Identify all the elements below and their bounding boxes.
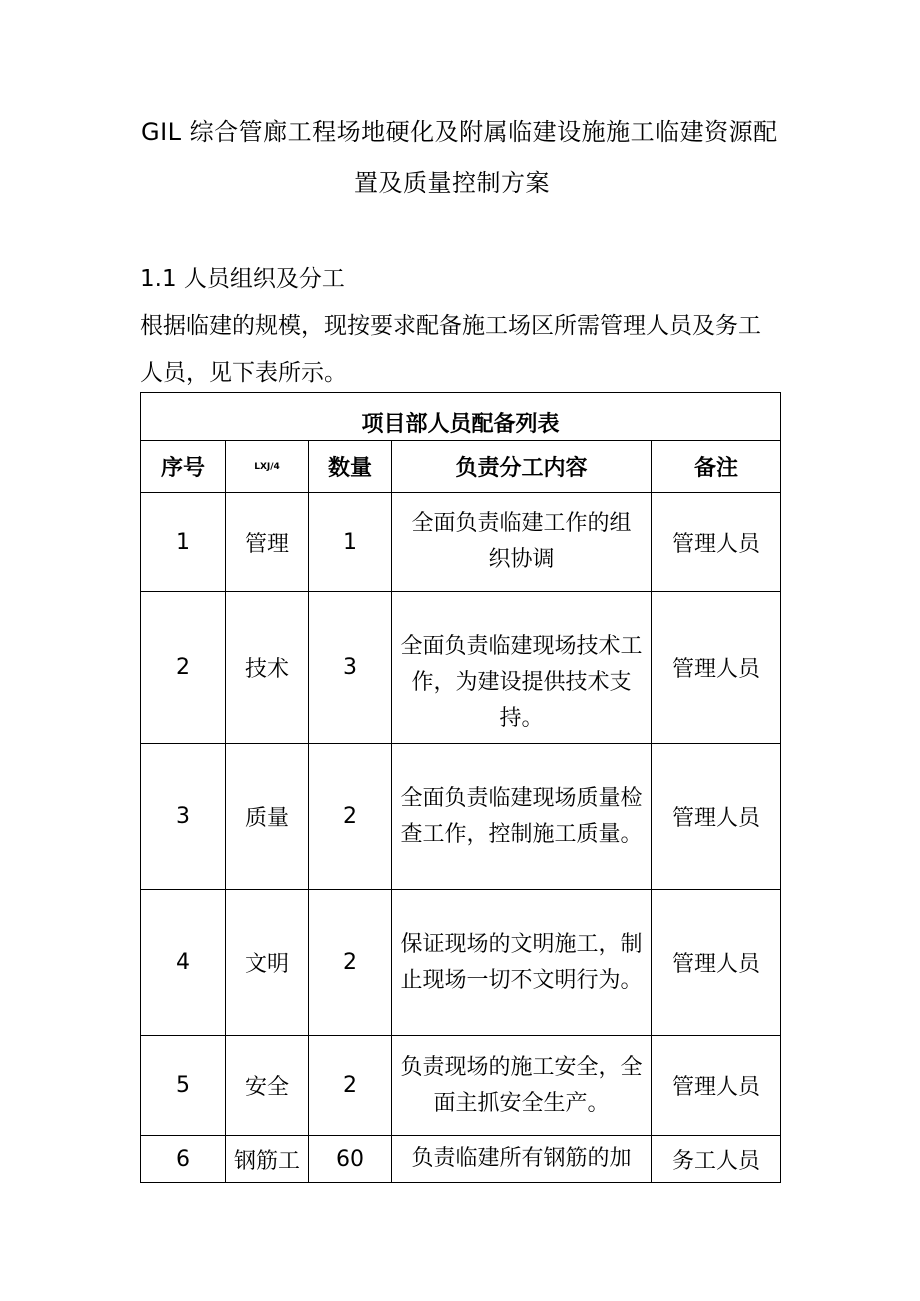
cell-duty — [392, 592, 652, 744]
cell-seq: 4 — [141, 890, 226, 1036]
cell-duty-line-2: 作，为建设提供技术支持。 — [411, 670, 632, 731]
table-row — [141, 1036, 781, 1136]
cell-seq: 6 — [141, 1136, 226, 1183]
cell-seq: 1 — [141, 493, 226, 592]
table-row — [141, 890, 781, 1036]
header-count: 数量 — [309, 441, 392, 493]
cell-note: 管理人员 — [652, 744, 781, 890]
table-row — [141, 592, 781, 744]
cell-duty-line-2: 止现场一切不文明行为。 — [400, 967, 643, 993]
table-header-row — [141, 441, 781, 493]
cell-note: 管理人员 — [652, 493, 781, 592]
section-heading: 1.1 人员组织及分工 — [140, 266, 345, 292]
table-row — [141, 493, 781, 592]
cell-seq: 3 — [141, 744, 226, 890]
cell-duty — [392, 1036, 652, 1136]
cell-role: 文明 — [226, 890, 309, 1036]
cell-duty-line-1: 全面负责临建现场质量检 — [400, 785, 643, 811]
cell-note: 管理人员 — [652, 592, 781, 744]
cell-duty-line-1: 保证现场的文明施工，制 — [400, 931, 643, 957]
cell-duty — [392, 744, 652, 890]
header-duty: 负责分工内容 — [392, 441, 652, 493]
cell-duty-line-2: 织协调 — [488, 547, 555, 572]
cell-note: 管理人员 — [652, 890, 781, 1036]
intro-paragraph-line-2: 人员，见下表所示。 — [140, 360, 347, 386]
cell-note: 管理人员 — [652, 1036, 781, 1136]
cell-role: 技术 — [226, 592, 309, 744]
cell-count: 1 — [309, 493, 392, 592]
header-note: 备注 — [652, 441, 781, 493]
cell-note: 务工人员 — [652, 1136, 781, 1183]
cell-duty-line-2: 查工作，控制施工质量。 — [400, 821, 643, 847]
document-title-line-2: 置及质量控制方案 — [354, 169, 550, 197]
table-row — [141, 1136, 781, 1183]
staff-allocation-table — [140, 392, 781, 1183]
header-role: LXJ/4 — [226, 441, 309, 493]
cell-duty-line-1: 负责临建所有钢筋的加 — [411, 1146, 632, 1171]
cell-duty — [392, 493, 652, 592]
cell-count: 2 — [309, 744, 392, 890]
cell-duty-line-1: 负责现场的施工安全，全 — [400, 1054, 643, 1080]
cell-duty-line-1: 全面负责临建工作的组 — [411, 511, 632, 536]
cell-duty-line-2: 面主抓安全生产。 — [433, 1090, 610, 1116]
cell-seq: 2 — [141, 592, 226, 744]
cell-count: 3 — [309, 592, 392, 744]
cell-role: 管理 — [226, 493, 309, 592]
cell-duty — [392, 890, 652, 1036]
intro-paragraph-line-1: 根据临建的规模，现按要求配备施工场区所需管理人员及务工 — [140, 313, 761, 339]
cell-count: 2 — [309, 1036, 392, 1136]
table-row — [141, 744, 781, 890]
cell-role: 钢筋工 — [226, 1136, 309, 1183]
cell-count: 2 — [309, 890, 392, 1036]
cell-count: 60 — [309, 1136, 392, 1183]
document-title-line-1: GIL 综合管廊工程场地硬化及附属临建设施施工临建资源配 — [141, 118, 778, 146]
cell-role: 质量 — [226, 744, 309, 890]
cell-role: 安全 — [226, 1036, 309, 1136]
header-seq: 序号 — [141, 441, 226, 493]
cell-duty — [392, 1136, 652, 1183]
cell-duty-line-1: 全面负责临建现场技术工 — [400, 634, 643, 659]
cell-seq: 5 — [141, 1036, 226, 1136]
table-caption: 项目部人员配备列表 — [141, 393, 781, 441]
